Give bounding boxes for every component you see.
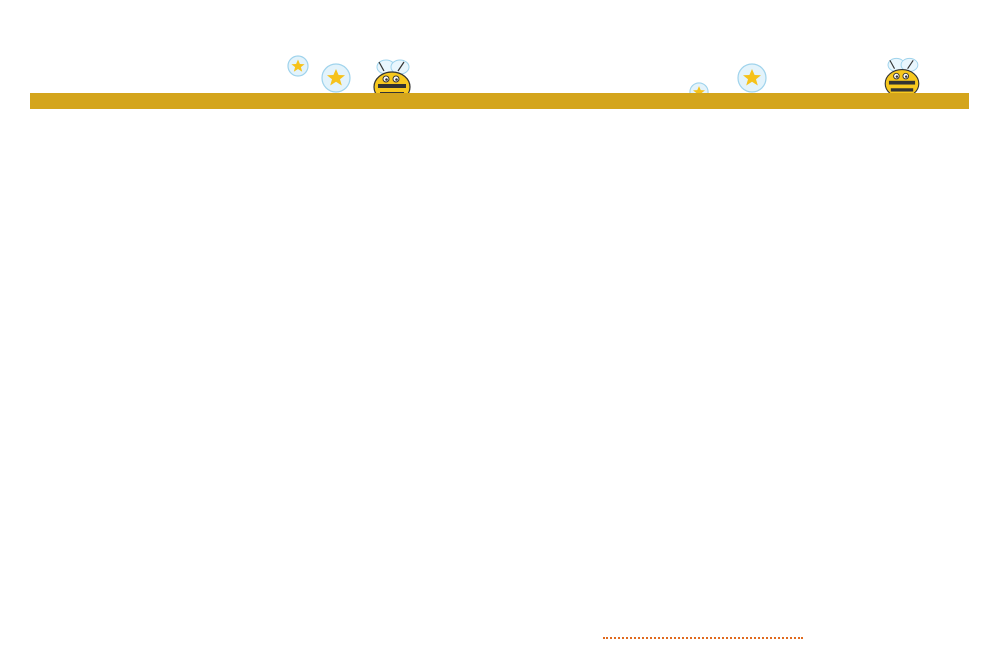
- table-header: [30, 93, 969, 109]
- footer-leader-dots: [603, 637, 803, 639]
- star-bubble-icon: [287, 55, 309, 77]
- star-bubble-icon: [737, 63, 767, 93]
- star-bubble-icon: [321, 63, 351, 93]
